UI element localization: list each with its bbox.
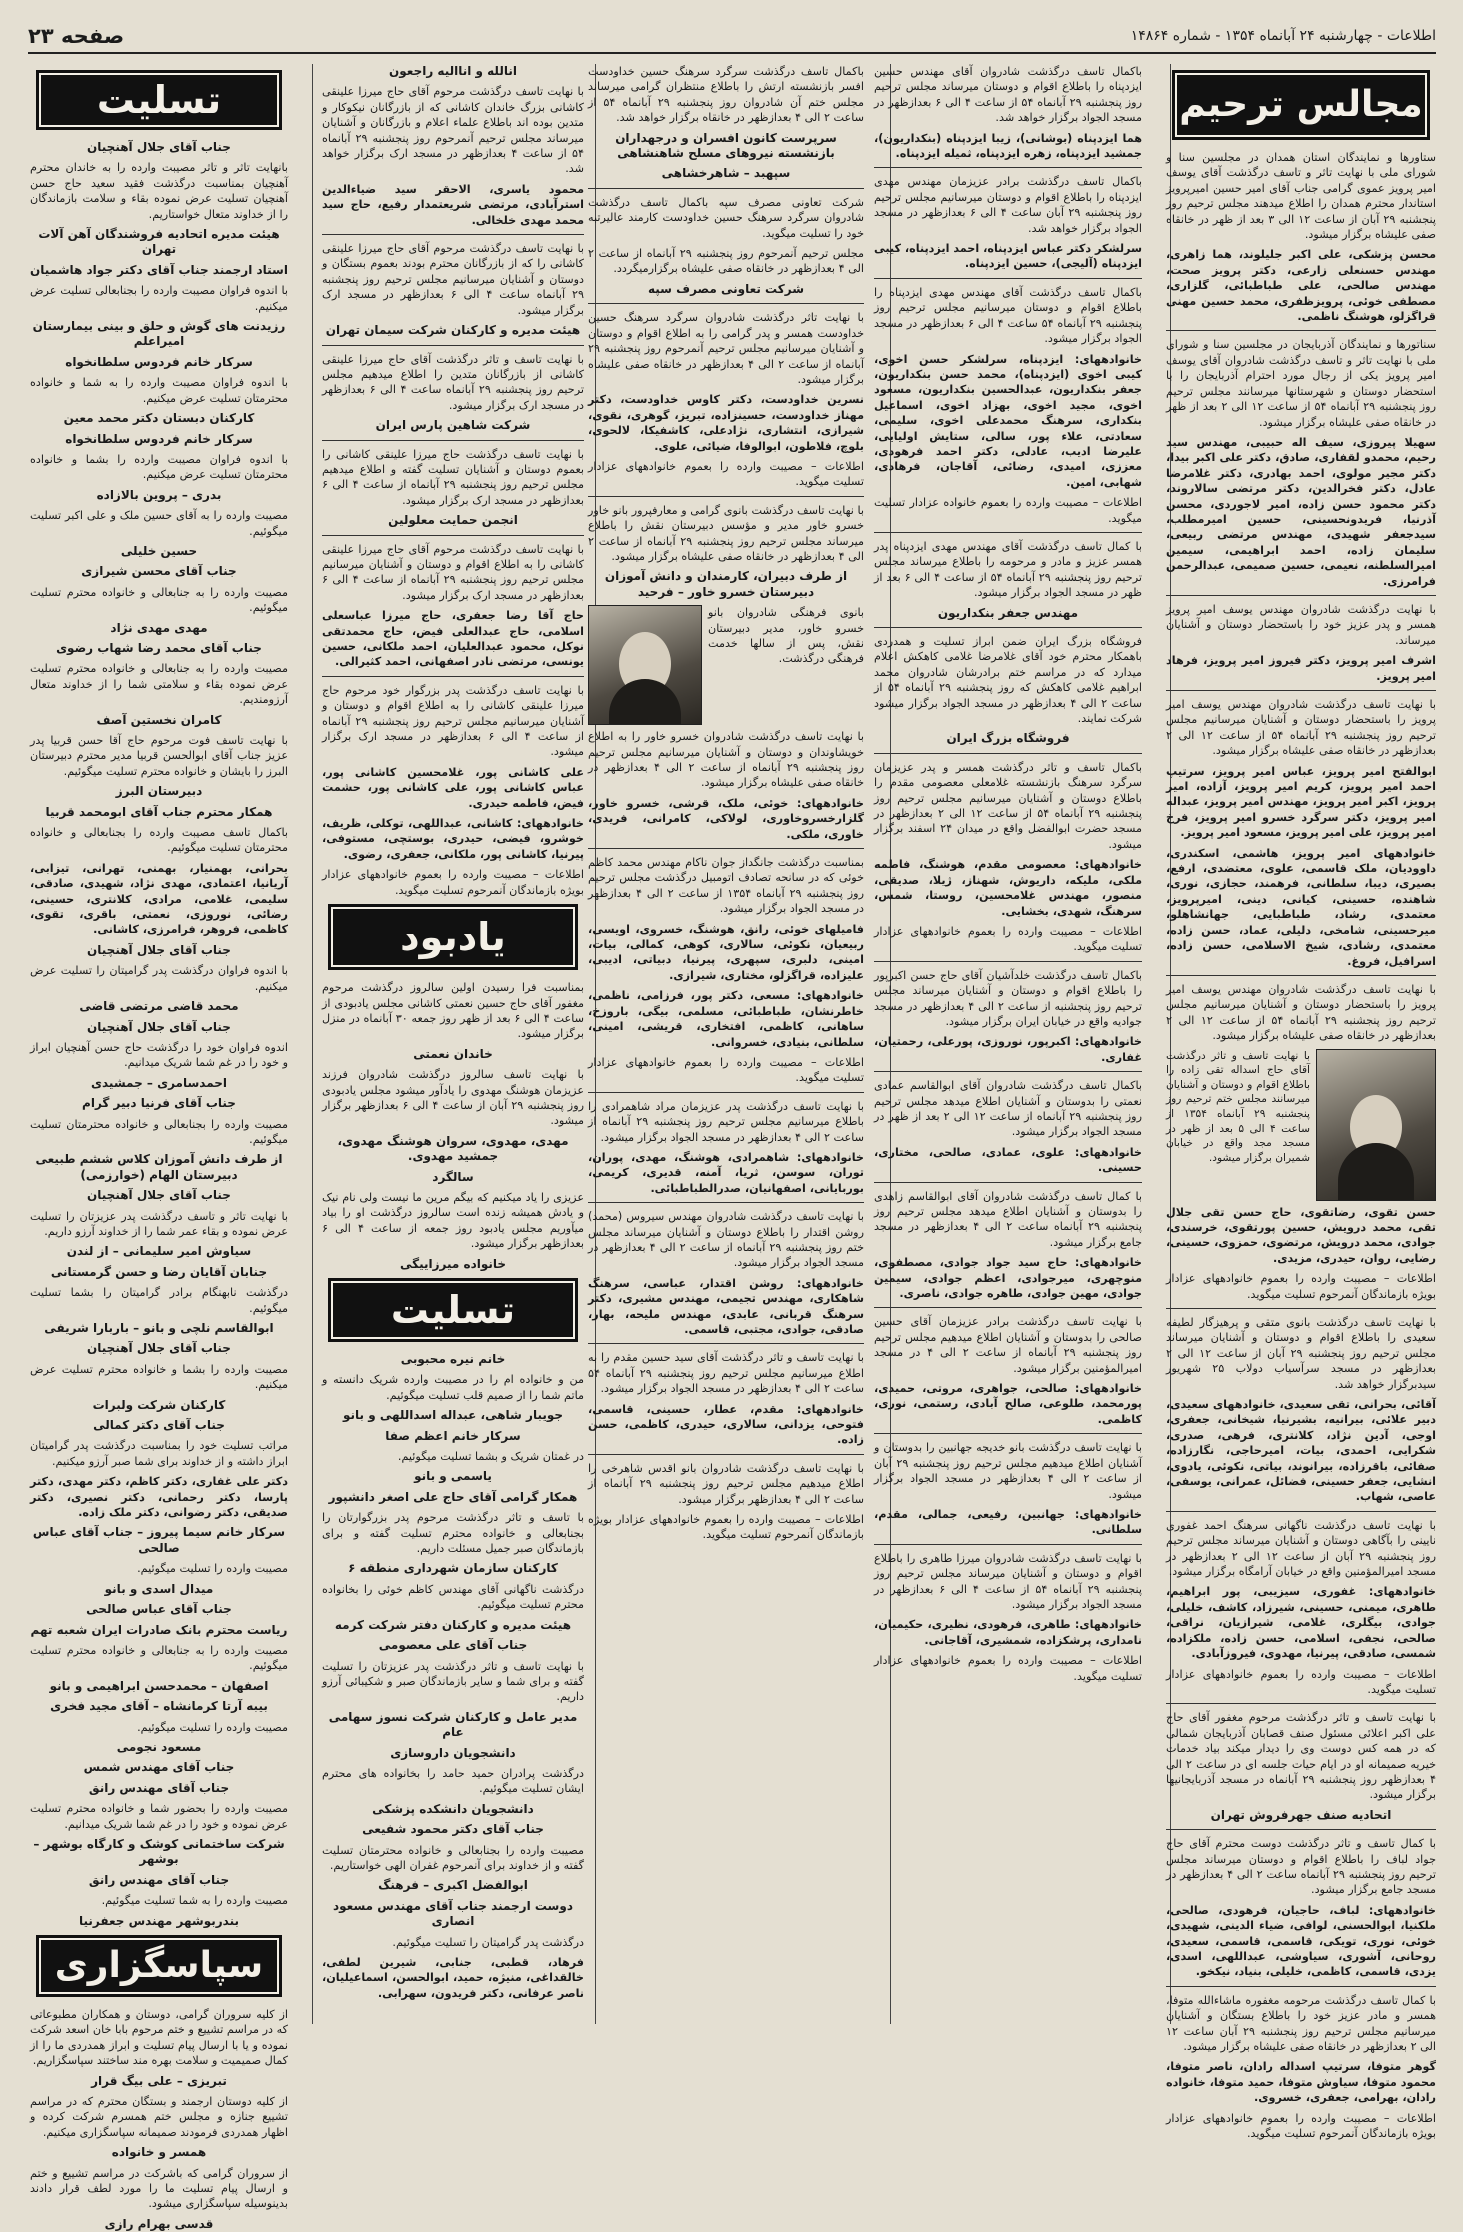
condolence-text: بانهایت تاثر و تاثر مصیبت وارده را به خاندان محترم آهنچیان بمناسبت درگذشت فقید سعید حاج حسن آهنچیان تسلیت عرض نموده بقاء و سلامت بازماندگان را از خداوند متعال خواستاریم. — [30, 161, 288, 221]
notice-text: با نهایت تاسف و تاثر درگذشت آقای حاج میرزا علینقی کاشانی از بازرگانان متدین را اطلاع میدهیم مجلس ترحیم روز پنجشنبه ۲۹ آبانماه ساعت ۴ الی ۶ بعدازظهر در مسجد ارک برگزار میشود. — [322, 352, 584, 412]
signatories: خانوادههای: شاهمرادی، هوشنگ، مهدی، پوران، توران، سوسن، ثریا، آمنه، قدیری، کریمی، بوربایانی، اصفهانیان، صدرالطباطبائی. — [588, 1150, 864, 1195]
notice-text: با نهایت تاسف درگذشت حاج میرزا علینقی کاشانی را بعموم دوستان و آشنایان تسلیت گفته و اطلاع میدهیم مجلس ترحیم روز پنجشنبه ۲۹ آبانماه از ساعت ۴ الی ۶ بعدازظهر در مسجد ارک برگزار میشود. — [322, 447, 584, 507]
notice-text: با نهایت تاسف درگذشت پدر بزرگوار خود مرحوم حاج میرزا علینقی کاشانی را به اطلاع اقوام و دوستان و آشنایان میرسانیم مجلس ترحیم روز پنجشنبه ۲۹ آبانماه از ساعت ۴ الی ۶ بعدازظهر در مسجد ارک برگزار میشود. — [322, 683, 584, 759]
notice-text: با نهایت تاسف درگذشت شادروان مهندس یوسف امیر پرویز را باستحضار دوستان و آشنایان میرسانیم مجلس ترحیم روز پنجشنبه ۲۹ آبانماه ۵۴ از ساعت ۱۲ الی ۲ بعدازظهر در خانقاه صفی علیشاه برگزار میشود. — [1166, 982, 1436, 1043]
signatory-org: دانشجویان دانشکده پزشکی — [372, 1801, 534, 1816]
signatories: خانوادههای: علوی، عمادی، صالحی، مختاری، حسینی. — [874, 1145, 1142, 1175]
condolence-text: مصیبت وارده را به آقای حسین ملک و علی اکبر تسلیت میگوئیم. — [30, 509, 288, 538]
notice-text: با نهایت تاسف درگذشت شادروان مهندس یوسف امیر پرویز را باستحضار دوستان و آشنایان میرسانیم مجلس ترحیم روز پنجشنبه ۲۹ آبانماه ۵۴ از ساعت ۱۲ الی ۲ بعدازظهر در خانقاه صفی علیشاه برگزار میشود. — [1166, 698, 1436, 758]
signatories: دکتر علی غفاری، دکتر کاظم، دکتر مهدی، دکتر پارسا، دکتر رحمانی، دکتر نصیری، دکتر صدیقی، دکتر رضوانی، دکتر ملک زاده. — [30, 1475, 288, 1520]
condolence-text: مصیبت وارده را به جنابعالی و خانواده محترم تسلیت عرض نموده بقاء و سلامتی شما را از خداوند متعال آرزومندیم. — [30, 662, 288, 707]
signatory: سپهبد – شاهرخشاهی — [661, 166, 791, 181]
condolence-text: درگذشت نابهنگام برادر گرامیتان را بشما تسلیت میگوئیم. — [30, 1286, 288, 1315]
addressee: جناب آقای جلال آهنچیان — [87, 942, 231, 957]
addressee: جنابان آقایان رضا و حسن گرمستانی — [50, 1264, 268, 1279]
verse-heading: انالله و اناالیه راجعون — [389, 64, 517, 78]
signatory: ابوالفضل اکبری – فرهنگ — [378, 1878, 528, 1893]
portrait-photo-man — [1316, 1049, 1436, 1201]
notice-text: با نهایت تاسف درگذشت برادر عزیزمان آقای حسین صالحی را بدوستان و آشنایان اطلاع میدهیم مجلس ترحیم روز پنجشنبه ۲۹ آبانماه از ساعت ۲ الی ۴ در مسجد امیرالمؤمنین برگزار میشود. — [874, 1315, 1142, 1375]
signatories: مهدی، مهدوی، سروان هوشنگ مهدوی، جمشید مهدوی. — [337, 1133, 569, 1164]
notice-text: با نهایت تاسف درگذشت شادروان میرزا طاهری را باطلاع اقوام و دوستان و آشنایان میرساند مجلس ترحیم روز پنجشنبه ۲۹ آبانماه ۵۴ از ساعت ۴ الی ۶ بعدازظهر در مسجد الجواد برگزار میشود. — [874, 1551, 1142, 1611]
signatory-org: کارکنان دبستان دکتر محمد معین — [63, 411, 255, 426]
signatory-org: انجمن حمایت معلولین — [388, 513, 518, 528]
signatory: بدری – پروین بالازاده — [96, 487, 222, 502]
signatory: ابوالقاسم نلچی و بانو – باربارا شریفی — [44, 1321, 274, 1335]
addressee: ریاست محترم بانک صادرات ایران شعبه تهم — [30, 1622, 288, 1637]
signatory: اصفهان – محمدحسن ابراهیمی و بانو — [49, 1678, 269, 1693]
condolence-text: باکمال تاسف مصیبت وارده را بجنابعالی و خانواده محترمتان تسلیت میگوئیم. — [30, 826, 288, 855]
signatory-org: کارکنان شرکت ولبرات — [92, 1397, 226, 1412]
condolence-note: اطلاعات – مصیبت وارده را بعموم خانواده عزادار تسلیت میگوید. — [874, 496, 1142, 525]
signatories: محسن پزشکی، علی اکبر جلیلوند، هما زاهری، مهندس حسنعلی زارعی، دکتر پرویز صحت، مهندس صالحی، علی طباطبائی، گلزاری، مصطفی خوئی، پرویزظفری، محمد حسین مهنی قراگزلو، هوشنگ ناظمی. — [1166, 248, 1436, 324]
notice-text: با کمال تاسف درگذشت آقای مهندس مهدی ایزدپناه پدر همسر عزیز و مادر و مرحومه را باطلاع میرساند مجلس ترحیم روز پنجشنبه ۲۹ آبانماه ۵۴ از ساعت ۴ الی ۶ بعد از ظهر در مسجد الجواد برگزار میشود. — [874, 539, 1142, 600]
condolence-note: اطلاعات – مصیبت وارده را بعموم خانوادههای عزادار بویژه بازماندگان آنمرحوم تسلیت میگوید. — [588, 1513, 864, 1542]
signatories: هما ایزدپناه (بوشانی)، زیبا ایزدپناه (بنکداریون)، جمشید ایزدپناه، زهره ایزدپناه، ثمیله ایزدپناه. — [874, 131, 1142, 161]
signatories: خانوادههای: روشن اقتدار، عباسی، سرهنگ شاهکاری، مهندس تجیمی، مهندس مشیری، دکتر سرهنگ قربانی، عابدی، مهندس ملیحه، بهار، صادقی، جوادی، مجتبی، قاسمی. — [588, 1276, 864, 1336]
notice-text: باکمال تاسف درگذشت شادروان آقای ابوالقاسم عمادی نعمتی را بدوستان و آشنایان اطلاع میدهد مجلس ترحیم روز پنجشنبه ۲۹ آبانماه از ساعت ۱۲ الی ۲ بعد از ظهر در مسجد الجواد برگزار میشود. — [874, 1079, 1142, 1139]
addressee: سرکار خانم فردوس سلطانخواه — [65, 354, 253, 369]
signatories: حسن تقوی، رضاتقوی، حاج حسن تقی جلال تقی، محمد درویش، حسین پورتقوی، خرسندی، جوادی، محمد درویش، مرتضوی، حمزوی، حسینی، رضایی، روان، حیدری، مزیدی. — [1166, 1205, 1436, 1265]
thanks-text: از کلیه سروران گرامی، دوستان و همکاران مطبوعاتی که در مراسم تشییع و ختم مرحوم بابا خان اسعد شرکت نموده و یا با ارسال پیام تسلیت و ابراز همدردی ما را از کمال صمیمیت و سلامت بهره مند ساختند سپاسگزاریم. — [30, 2008, 288, 2068]
notice-text: با نهایت تاسف درگذشت بانوی متقی و پرهیزگار لطیفه سعیدی را باطلاع اقوام و دوستان و آشنایان میرساند مجلس ترحیم روز پنجشنبه ۲۹ آبان از ساعت ۱۲ الی ۲ بعدازظهر در مسجد سرآسیاب دولاب ۲۵ شهریور سیدبرگزار خواهد شد. — [1166, 1315, 1436, 1391]
photo-caption: با نهایت تاسف و تاثر درگذشت آقای حاج اسداله تقی زاده را باطلاع اقوام و دوستان و آشنایان میرسانند مجلس ختم ترحیم روز پنجشنبه ۲۹ آبانماه ۱۳۵۴ از ساعت ۴ الی ۵ بعد از ظهر در مسجد مجد واقع در خیابان شمیران برگزار میشود. — [1166, 1049, 1310, 1164]
signatory: سیاوش امیر سلیمانی – از لندن — [66, 1244, 252, 1259]
condolence-text: درگذشت ناگهانی آقای مهندس کاظم خوئی را بخانواده محترم تسلیت میگوئیم. — [322, 1582, 584, 1612]
condolence-text: با تاسف و تاثر درگذشت مرحوم پدر بزرگوارتان را بجنابعالی و خانواده محترم تسلیت گفته و برای بازماندگان صبر جمیل مسئلت داریم. — [322, 1511, 584, 1556]
condolence-text: مصیبت وارده را بحضور شما و خانواده محترم تسلیت عرض نموده و خود را در غم شما شریک میدانیم. — [30, 1802, 288, 1831]
condolence-text: مصیبت وارده را تسلیت میگوئیم. — [137, 1562, 288, 1576]
signatories: خانوادههای: جهانبین، رفیعی، جمالی، مقدم، سلطانی. — [874, 1507, 1142, 1537]
addressee: استاد ارجمند جناب آقای دکتر جواد هاشمیان — [30, 262, 288, 277]
addressee: جناب آقای دکتر کمالی — [93, 1418, 225, 1433]
condolence-note: اطلاعات – مصیبت وارده را بعموم خانوادههای عزادار تسلیت میگوید. — [874, 924, 1142, 954]
notice-text: عزیزی را یاد میکنیم که بیگم مرین ما نیست ولی نام نیک و یادش همیشه زنده است سالروز درگذشت او را بیاد میآوریم مجلس یادبود روز جمعه از ساعت ۴ الی ۶ بعدازظهر برگزار میشود. — [322, 1190, 584, 1251]
condolence-text: با اندوه فراوان مصیبت وارده را بشما و خانواده محترمتان تسلیت عرض میکنیم. — [30, 452, 288, 482]
addressee: جناب آقای مهندس رانق — [88, 1780, 230, 1795]
notice-text: باکمال تاسف درگذشت سرگرد سرهنگ حسین خداودست افسر بازنشسته ارتش را باطلاع منتظران گرامی میرساند مجلس ختم آن شادروان روز پنجشنبه ۲۹ آبانماه ۵۴ از ساعت ۲ الی ۴ بعدازظهر در خانقاه برگزار خواهد شد. — [588, 65, 864, 125]
condolence-text: مصیبت وارده را بجنابعالی و خانواده محترمتان تسلیت گفته و از خداوند برای آنمرحوم غفران الهی خواستاریم. — [322, 1843, 584, 1872]
condolence-note: اطلاعات – مصیبت وارده را بعموم خانوادههای عزادار تسلیت میگوید. — [588, 1055, 864, 1085]
addressee: جناب آقای جلال آهنچیان — [87, 1019, 231, 1034]
signatory-org: شرکت تعاونی مصرف سپه — [647, 281, 804, 296]
newspaper-page — [28, 20, 1436, 2231]
addressee: سرکار خانم فردوس سلطانخواه — [65, 431, 253, 446]
signatories: خانوادههای: غفوری، سیزیبی، پور ابراهیم، طاهری، میمنی، حسینی، شیرزاد، کاشف، خلیلی، جوادی، بیگلری، غلامی، شیرازیان، نراقی، صالحی، نجفی، اسلامی، حسن زاده، ملکزاده، شمسی، صادقی، پیرنیا، مهدوی، فیروزآبادی. — [1166, 1585, 1436, 1661]
notice-text: باکمال تاسف درگذشت خلدآشیان آقای حاج حسن اکبرپور را باطلاع اقوام و دوستان و آشنایان میرساند مجلس ترحیم روز پنجشنبه از ساعت ۲ الی ۴ بعدازظهر در مسجد جوادیه واقع در خیابان ایران برگزار میشود. — [874, 968, 1142, 1028]
thanks-text: از کلیه دوستان ارجمند و بستگان محترم که در مراسم تشییع جنازه و مجلس ختم همسرم شرکت کرده و اظهار همدردی فرمودند صمیمانه سپاسگزاری میکنیم. — [30, 2095, 288, 2139]
section-heading: سالگرد — [432, 1169, 474, 1184]
thanks-text: از سروران گرامی که باشرکت در مراسم تشییع و ختم و ارسال پیام تسلیت ما را مورد لطف قرار دادند بدینوسیله سپاسگزاری میشود. — [30, 2166, 288, 2211]
notice-text: باکمال تاسف درگذشت شادروان آقای مهندس حسین ایزدپناه را باطلاع اقوام و دوستان میرساند مجلس ترحیم روز پنجشنبه ۲۹ آبانماه ۵۴ از ساعت ۴ الی ۶ بعدازظهر در مسجد الجواد برگزار خواهد شد. — [874, 65, 1142, 125]
signatory-org: اتحادیه صنف جهرفروش تهران — [1210, 1807, 1392, 1822]
signatory: تبریزی – علی بیگ قرار — [91, 2073, 227, 2088]
signatory: کامران نخستین آصف — [96, 712, 222, 727]
signatory-org: شرکت ساختمانی کوشک و کارگاه بوشهر – بوشهر — [33, 1836, 285, 1867]
addressee: جناب آقای مهندس رانق — [88, 1872, 230, 1887]
addressee: جناب آقای مهندس شمس — [83, 1760, 235, 1775]
notice-text: بمناسبت درگذشت جانگداز جوان ناکام مهندس محمد کاظم خوئی که در سانحه تصادف اتومبیل درگذشت مجلس ترحیم روز پنجشنبه ۲۹ آبانماه ۱۳۵۴ از ساعت ۲ الی ۴ بعدازظهر در مسجد الجواد برگزار میشود. — [588, 856, 864, 916]
signatory: جویبار شاهی، عبداله اسداللهی و بانو — [342, 1408, 564, 1423]
signatories: خانوادههای: کاشانی، عبداللهی، توکلی، ظریف، خوشرو، فیضی، حیدری، بوستچی، مستوفی، پیرنیا، کاشانی پور، ملکانی، جعفری، رضوی. — [322, 817, 584, 861]
notice-text: با نهایت تاسف درگذشت مرحوم آقای حاج میرزا علینقی کاشانی را که از بازرگانان محترم بودند بعموم بستگان و دوستان و آشنایان میرسانیم مجلس ترحیم روز پنجشنبه ۲۹ آبانماه ساعت ۴ الی ۶ بعدازظهر در مسجد ارک برگزار میشود. — [322, 242, 584, 317]
condolence-text: با نهایت تاسف و تاثر درگذشت پدر عزیزتان را تسلیت گفته و برای شما و سایر بازماندگان صبر و شکیبائی آرزو داریم. — [322, 1659, 584, 1704]
notice-text: باکمال تاسف و تاثر درگذشت همسر و پدر عزیزمان سرگرد سرهنگ بازنشسته غلامعلی معصومی مقدم را باطلاع دوستان و آشنایان میرسانیم مجلس ترحیم روز پنجشنبه ۲۹ آبانماه ۵۴ از ساعت ۱۲ الی ۲ بعدازظهر در مسجد حضرت ابوالفضل واقع در میدان ۲۴ اسفند برگزار میشود. — [874, 760, 1143, 851]
banner-taslit-1: تسلیت — [36, 70, 282, 130]
signatories: خانوادههای: معصومی مقدم، هوشنگ، فاطمه ملکی، ملیکه، داریوش، شهناز، ژیلا، صدیقی، منصور، مهندس غلامحسین، روستا، شمس، سرهنگ، شهدی، بخشایی. — [874, 858, 1142, 918]
signatory: احمدسامری – جمشیدی — [90, 1075, 228, 1090]
condolence-text: با نهایت تاسف فوت مرحوم حاج آقا حسن قربیا پدر عزیز جناب آقای ابوالحسن قربیا مدیر محترم دبیرستان البرز را بایشان و خانواده محترم تسلیت میگوئیم. — [30, 734, 288, 778]
notice-text: ستاورها و نمایندگان استان همدان در مجلسین سنا و شورای ملی با نهایت تاثر و تاسف درگذشت آقای یوسف امیر پرویز عموی گرامی جناب آقای امیر حسین امیرپرویز استاندار محترم همدان را اطلاع میدهند مجلس ترحیم روز پنجشنبه ۲۹ آبان از ساعت ۱۲ الی ۳ بعد از ظهر در خانقاه صفی علیشاه برگزار میشود. — [1166, 151, 1436, 242]
addressee: جناب آقای محمد رضا شهاب رضوی — [56, 640, 262, 655]
condolence-text: با اندوه فراوان مصیبت وارده را به شما و خانواده محترمتان تسلیت عرض میکنیم. — [30, 376, 288, 405]
notice-text: با نهایت درگذشت شادروان مهندس یوسف امیر پرویز همسر و پدر عزیز خود را باستحضار دوستان و آشنایان میرساند. — [1166, 602, 1436, 647]
notice-text: با کمال تاسف درگذشت شادروان آقای ابوالقاسم زاهدی را بدوستان و آشنایان اطلاع میدهد مجلس ترحیم روز پنجشنبه ۲۹ آبانماه ساعت ۲ الی ۴ بعدازظهر در مسجد جامع برگزار میشود. — [874, 1189, 1142, 1249]
masthead-line: اطلاعات - چهارشنبه ۲۴ آبانماه ۱۳۵۴ - شماره ۱۴۸۶۴ — [1130, 28, 1436, 44]
photo-caption: بانوی فرهنگی شادروان بانو خسرو خاور، مدیر دبیرستان نقش، پس از سالها خدمت فرهنگی درگذشت. — [708, 606, 864, 666]
notice-text: با نهایت تاثر درگذشت شادروان سرگرد سرهنگ حسین خداودست همسر و پدر گرامی را به اطلاع اقوام و دوستان و آشنایان میرسانیم مجلس ترحیم آنمرحوم روز پنجشنبه ۲۹ آبانماه از ساعت ۲ الی ۴ بعدازظهر در خانقاه صفی علیشاه برگزار میشود. — [588, 311, 864, 386]
signatories: خانوادههای: صالحی، جواهری، مروتی، حمیدی، پورمحمد، طلوعی، صالح آبادی، رستمی، نوری، کاظمی. — [874, 1382, 1142, 1426]
condolence-text: مصیبت وارده را به جنابعالی و خانواده محترم تسلیت میگوئیم. — [30, 585, 288, 615]
condolence-text: در غمتان شریک و بشما تسلیت میگوئیم. — [397, 1450, 584, 1464]
notice-text: سناتورها و نمایندگان آذربایجان در مجلسین سنا و شورای ملی با نهایت تاثر و تاسف درگذشت شادروان آقای یوسف امیر پرویز یکی از رجال مورد احترام آذربایجان را با استحضار دوستان و شهرستانها میرسانند مجلس ترحیم روز پنجشنبه ۲۹ آبانماه ۵۴ از ساعت ۱۲ الی ۲ بعد از ظهر در خانقاه صفی علیشاه برگزار میشود. — [1166, 338, 1436, 429]
signatory: یاسمی و بانو — [414, 1469, 492, 1484]
condolence-text: با اندوه فراوان درگذشت پدر گرامیتان را تسلیت عرض میکنیم. — [30, 964, 288, 993]
signatory: قدسی بهرام رازی — [104, 2216, 214, 2231]
condolence-text: مصیبت وارده را به جنابعالی و خانواده محترم تسلیت میگوئیم. — [30, 1643, 288, 1673]
banner-majales-tarhim: مجالس ترحیم — [1172, 70, 1430, 140]
addressee: دوست ارجمند جناب آقای مهندس مسعود انصاری — [333, 1898, 573, 1929]
signatories: خانوادههای: حاج سید جواد جوادی، مصطفوی، منوچهری، میرجوادی، اعظم جوادی، سیمین جوادی، مهین جوادی، طاهره جوادی، ناصری. — [874, 1256, 1142, 1301]
addressee: جناب آقای محسن شیرازی — [81, 564, 237, 579]
banner-taslit-2: تسلیت — [328, 1278, 578, 1342]
signatory: مهدی مهدی نژاد — [110, 620, 208, 635]
signatory-org: مدیر عامل و کارکنان شرکت نسوز سهامی عام — [328, 1709, 578, 1740]
notice-text: با کمال تاسف درگذشت مرحومه مغفوره ماشاءالله متوفا، همسر و مادر عزیز خود را باطلاع بستگان و آشنایان میرسانیم مجلس ترحیم روز پنجشنبه ۲۹ آبان ساعت ۱۲ الی ۲ بعدازظهر در خانقاه صفی علیشاه برگزار میشود. — [1166, 1993, 1436, 2054]
notice-text: باکمال تاسف درگذشت آقای مهندس مهدی ایزدپناه را باطلاع اقوام و دوستان میرسانیم مجلس ترحیم روز پنجشنبه ۲۹ آبانماه ۵۴ ساعت ۴ الی ۶ بعدازظهر در مسجد الجواد برگزار میشود. — [874, 285, 1142, 346]
signatories: نسرین خداودست، دکتر کاوس خداودست، دکتر مهناز خداودست، حسینزاده، تبریز، گوهری، نقوی، شیرازی، انتشاری، نژادعلی، کاشفیکا، لالحوی، بلوچ، فلاطون، ابوالوفا، ضیائی، علوی. — [588, 393, 864, 453]
notice-text: با نهایت تاسف درگذشت مرحوم آقای حاج میرزا علینقی کاشانی را به اطلاع اقوام و دوستان و آشنایان میرسانیم مجلس ترحیم روز پنجشنبه ۲۹ آبانماه از ساعت ۴ الی ۶ بعدازظهر در مسجد ارک برگزار میشود. — [322, 542, 584, 602]
signatories: خانوادههای: مسعی، دکتر پور، فرزامی، ناظمی، خاطرنشان، طباطبائی، مسلمی، بیگی، باروزخ، ساهانی، کاظمی، افتخاری، قریشی، امینی، سلطانی، بنیادی، خسروانی. — [588, 989, 864, 1049]
page-header — [28, 20, 1436, 54]
signatory: مهندس جعفر بنکداریون — [937, 605, 1079, 620]
column-4 — [322, 64, 584, 2024]
signatories: ابوالفتح امیر پرویز، عباس امیر پرویز، سرتیپ احمد امیر پرویز، کریم امیر پرویز، آزاده، امیر پرویز، اکبر امیر پرویز، مهندس امیر پرویز، عبداله امیر پرویز، دکتر سرگرد خسرو امیر پرویز، فرخ امیر پرویز، علی امیر پرویز، مسعود امیر پرویز. — [1166, 764, 1436, 840]
signatory: خاندان نعمتی — [413, 1046, 493, 1061]
signatory-org: از طرف دبیران، کارمندان و دانش آموزان دبیرستان خسرو خاور – فرحید — [604, 569, 848, 599]
signatories: علی کاشانی پور، غلامحسین کاشانی پور، عباس کاشانی پور، علی کاشانی پور، حشمت فیض، فاطمه حیدری. — [322, 765, 584, 810]
signatories: آقائی، بحرانی، تقی سعیدی، خانوادههای سعیدی، دبیر علائی، بیرانیه، بشیرنیا، شیخانی، جعفری، اوجی، آدین نژاد، کلانتری، فرهی، صدری، شکرایی، احمدی، بیات، امیرحاجی، نگارزاده، صفائی، باقرزاده، بیرانوند، بیاتی، نکوئی، یادوی، انشایی، جعفر حسینی، فضائل، عمرانی، یوسفی، عاصی، شهاب. — [1166, 1398, 1436, 1504]
signatory: میدال اسدی و بانو — [104, 1581, 214, 1596]
signatories: خانوادههای: لباف، حاجیان، فرهودی، صالحی، ملکنیا، ابوالحسنی، لوافی، ضیاء الدینی، شهیدی، خوئی، نوری، تویکی، قاسمی، قاسمی، سعیدی، روحانی، آشوری، سیاوشی، عبداللهی، اسدی، یزدی، قاسمی، کاظمی، خلیلی، بنیاد، نیکخو. — [1166, 1903, 1436, 1979]
signatories: اشرف امیر پرویز، دکتر فیروز امیر پرویز، فرهاد امیر پرویز. — [1166, 654, 1436, 683]
condolence-note: اطلاعات – مصیبت وارده را بعموم خانوادههای عزادار تسلیت میگوید. — [874, 1654, 1142, 1683]
column-3 — [588, 64, 864, 2024]
addressee: جناب آقای فرنیا دبیر گرام — [82, 1096, 236, 1111]
addressee: جناب آقای جلال آهنچیان — [87, 140, 231, 154]
addressee: همکار گرامی آقای حاج علی اصغر دانشپور — [328, 1489, 578, 1504]
signatory: حسین خلیلی — [120, 543, 198, 558]
signatories: سهیلا پیروزی، سیف اله حبیبی، مهندس سید رحیم، محمدو لقفاری، صادق، دکتر علی اکبر بیدا، دکتر مجیر مولوی، احمد بهادری، دکتر غلامرضا عادل، دکتر فخرالدین، دکتر مرتضی سالاروند، دکتر محمود حسن زاده، امیر لاجوردی، محسن آذرنیا، فریدونحسینی، حسین امیرمطلب، سیدجعفر شهیدی، مهندس مرتضی ربیعی، سلیمان زاده، احمد ابراهیمی، سیمین امیرالسلطنه، نعیمی، حسین صمیمی، عبدالرحمن فرامرزی. — [1166, 435, 1436, 588]
addressee: جناب آقای دکتر محمود شفیعی — [362, 1822, 544, 1837]
condolence-text: مصیبت وارده را به شما تسلیت میگوئیم. — [101, 1894, 288, 1908]
addressee: همکار محترم جناب آقای ابومحمد قربیا — [45, 804, 273, 819]
column-1 — [1166, 64, 1436, 2141]
notice-text: با نهایت تاسف و تاثر درگذشت مرحوم مغفور آقای حاج علی اکبر اعلائی مسئول صنف قصابان آذربایجان شمالی که در همه کس دوست وی را دیدار میکند بیاد خدمات خیریه صمیمانه او در ایام حیات جلسه ای در ساعت ۲ الی ۴ بعدازظهر روز پنجشنبه ۲۹ آبانماه در مسجد آذربایجانیها برگزار میشود. — [1166, 1711, 1436, 1802]
column-5 — [30, 64, 288, 2231]
signatory-org: شرکت شاهین پارس ایران — [375, 418, 531, 433]
condolence-note: اطلاعات – مصیبت وارده را بعموم خانوادههای عزادار تسلیت میگوید. — [1166, 1667, 1436, 1696]
signatory: خانواده میرزاییگی — [399, 1256, 507, 1271]
signatories: خانوادههای: اکبرپور، نوروزی، پورعلی، رحمتیان، غفاری. — [874, 1035, 1142, 1064]
signatory: همسر و خانواده — [111, 2145, 207, 2160]
condolence-text: با اندوه فراوان مصیبت وارده را بجنابعالی تسلیت عرض میکنیم. — [30, 284, 288, 313]
notice-text: باکمال تاسف درگذشت برادر عزیزمان مهندس مهدی ایزدپناه را باطلاع اقوام و دوستان میرسانیم مجلس ترحیم روز پنجشنبه ۲۹ آبان ساعت ۴ الی ۶ بعدازظهر در مسجد الجواد برگزار خواهد شد. — [874, 175, 1142, 235]
notice-text: با نهایت تاسف درگذشت مرحوم آقای حاج میرزا علینقی کاشانی بزرگ خاندان کاشانی که از بازرگانان نیکوکار و متدین بوده اند باطلاع علماء اعلام و بازرگانان و آشنایان میرساند مجلس ترحیم آنمرحوم روز پنجشنبه ۲۹ آبانماه ۵۴ از ساعت ۴ بعدازظهر در مسجد ارک برگزار خواهد شد. — [322, 85, 585, 176]
addressee: خانم نیره محبوبی — [400, 1352, 506, 1366]
signatory-org: هیئت مدیره و کارکنان شرکت سیمان تهران — [325, 323, 581, 338]
condolence-text: اندوه فراوان خود را درگذشت حاج حسن آهنچیان ابراز و خود را در غم شما شریک میدانیم. — [30, 1040, 288, 1070]
signatory: مسعود نجومی — [116, 1739, 202, 1754]
condolence-text: مصیبت وارده را بشما و خانواده محترم تسلیت عرض میکنیم. — [30, 1362, 288, 1392]
signatories: گوهر متوفا، سرتیپ اسداله رادان، ناصر متوفا، محمود متوفا، سیاوش متوفا، حمید متوفا، خانواده رادان، بهرامی، جعفری، خسروی. — [1166, 2060, 1436, 2105]
condolence-text: درگذشت پدر گرامیتان را تسلیت میگوئیم. — [392, 1935, 584, 1949]
notice-text: با نهایت تاسف سالروز درگذشت شادروان فرزند عزیزمان هوشنگ مهدوی را یادآور میشود مجلس یادبودی روز پنجشنبه ۲۹ آبان از ساعت ۴ الی ۶ بعدازظهر برگزار میشود. — [322, 1068, 584, 1128]
signatories: خانوادههای امیر پرویز، هاشمی، اسکندری، داوودیان، ملک قاسمی، علوی، معتضدی، ارفع، بصیری، دیبا، سلطانی، فرهمند، حجازی، نوری، شاهنده، حسینی، کیانی، دینی، امیرپرویز، معتمدی، رشاد، طباطبایی، جهانشاهلو، میرحسینی، شامخی، دلیلی، عماد، حسن زاده، معتمدی، رشادی، شیخ الاسلامی، حسن زاده، اسرافیل، فروغ. — [1166, 846, 1436, 968]
addressee: بیبه آرتا کرمانشاه – آقای مجید فخری — [50, 1699, 268, 1714]
banner-sepasgozari: سپاسگزاری — [36, 1935, 282, 1997]
portrait-photo-woman — [588, 605, 702, 725]
signatory-org: دبیرستان البرز — [115, 784, 203, 799]
addressee: جناب آقای علی معصومی — [378, 1638, 528, 1653]
signatories: خانوادههای: مقدم، عطار، حسینی، قاسمی، فتوحی، یزدانی، سالاری، حیدری، کاظمی، حسن زاده. — [588, 1402, 864, 1447]
signatory-org: رزیدنت های گوش و حلق و بینی بیمارستان امیراعلم — [32, 319, 286, 349]
condolence-text: من و خانواده ام را در مصیبت وارده شریک دانسته و ماتم شما را از صمیم قلب تسلیت میگوئیم. — [322, 1373, 584, 1402]
signatories: خانوادههای: خوئی، ملک، قرشی، خسرو خاور، گلزارخسروخاوری، لولاکی، کامرانی، فریدی، خاوری، ملکی. — [588, 796, 864, 841]
signatory: بندربوشهر مهندس جعفرنیا — [79, 1913, 239, 1928]
signatory-org: کارکنان سازمان شهرداری منطقه ۶ — [348, 1561, 558, 1576]
signatories: حاج آقا رضا جعفری، حاج میرزا عباسعلی اسلامی، حاج عبدالعلی فیض، حاج محمدتقی نوکل، محمود عبدالعلیان، احمد ملکانی، حسین یونسی، مرتضی نادر اصفهانی، احمد کثیرالی. — [322, 609, 584, 669]
notice-text: با نهایت تاسف درگذشت بانوی گرامی و معارفپرور بانو خاور خسرو خاور مدیر و مؤسس دبیرستان نقش را باطلاع میرساند مجلس ترحیم روز پنجشنبه ۲۹ آبانماه از ساعت ۲ الی ۴ بعدازظهر در خانقاه صفی علیشاه برگزار میشود. — [588, 503, 864, 563]
notice-text: فروشگاه بزرگ ایران ضمن ابراز تسلیت و همدردی باهمکار محترم خود آقای غلامرضا غلامی کاهکش اعلام میدارد که در مراسم ختم برادرشان شادروان محمد ابراهیم غلامی کاهکش که روز پنجشنبه ۲۹ آبانماه ۵۴ از ساعت ۲ الی ۴ بعدازظهر در مسجد الجواد برگزار میشود شرکت نمایند. — [874, 635, 1142, 726]
condolence-note: اطلاعات – مصیبت وارده را بعموم خانوادههای عزادار بویژه بازماندگان آنمرحوم تسلیت میگوید. — [1166, 1272, 1436, 1301]
notice-text: شرکت تعاونی مصرف سپه باکمال تاسف درگذشت شادروان سرگرد سرهنگ حسین خداودست کارمند عالیرتبه خود را تسلیت میگوید. — [588, 195, 864, 240]
condolence-note: اطلاعات – مصیبت وارده را بعموم خانوادههای عزادار بویژه بازماندگان آنمرحوم تسلیت میگوید. — [1166, 2111, 1436, 2141]
notice-text: با کمال تاسف و تاثر درگذشت دوست محترم آقای حاج جواد لباف را باطلاع اقوام و دوستان میرساند مجلس ترحیم روز پنجشنبه ۲۹ آبانماه ساعت ۲ الی ۴ بعدازظهر در مسجد جامع برگزار میشود. — [1166, 1837, 1436, 1897]
addressee: سرکار خانم سیما پیروز – جناب آقای عباس صالحی — [32, 1525, 286, 1555]
condolence-text: مصیبت وارده را بجنابعالی و خانواده محترمتان تسلیت میگوئیم. — [30, 1117, 288, 1146]
notice-text: با نهایت تاسف درگذشت پدر عزیزمان مراد شاهمرادی را باطلاع میرسانیم مجلس ترحیم روز پنجشنبه ۲۹ آبانماه از ساعت ۲ الی ۴ بعدازظهر در مسجد الجواد برگزار میشود. — [588, 1099, 864, 1144]
addressee: دانشجویان داروسازی — [390, 1745, 516, 1760]
banner-yadbud: یادبود — [328, 904, 578, 970]
signatories: سرلشکر دکتر عباس ایزدپناه، احمد ایزدپناه، کیبی ایزدپناه (آلیجی)، حسین ایزدپناه. — [874, 242, 1142, 271]
condolence-note: اطلاعات – مصیبت وارده را بعموم خانوادههای عزادار تسلیت میگوید. — [588, 459, 864, 489]
addressee: جناب آقای جلال آهنچیان — [87, 1188, 231, 1203]
signatories: خانوادههای: طاهری، فرهودی، نظیری، حکیمیان، نامداری، پرشکزاده، شمشیری، آقاجانی. — [874, 1618, 1142, 1647]
signatories: خانوادههای: ایزدپناه، سرلشکر حسن اخوی، کیبی اخوی (ایزدپناه)، محمد حسن بنکداریون، جعفر بنکداریون، عبدالحسین بنکداریون، مسعود اخوی، مجید اخوی، بهزاد اخوی، اسماعیل بنکداری، سرهنگ محمدعلی اخوی، سلیمی، سعادتی، علاء پور، سالی، ستایش اولیایی، علیرضا ادیب، عادلی، دکتر احمد فرهودی، معززی، امیدی، رضائی، آقاجان، فرهادی، شهابی، امین. — [874, 352, 1142, 489]
addressee: جناب آقای عباس صالحی — [86, 1602, 232, 1617]
notice-text: با نهایت تاسف درگذشت بانو خدیجه جهانبین را بدوستان و آشنایان اطلاع میدهیم مجلس ترحیم روز پنجشنبه ۲۹ آبان از ساعت ۲ الی ۴ بعدازظهر در مسجد الجواد برگزار میشود. — [874, 1441, 1143, 1501]
condolence-text: درگذشت پرادران حمید حامد را بخانواده های محترم ایشان تسلیت میگوئیم. — [322, 1766, 584, 1796]
signatories: بحرانی، بهمنیار، بهمنی، تهرانی، تیزابی، آریانیا، اعتمادی، مهدی نژاد، شهیدی، صادقی، سلیمی، غلامی، مرادی، کلانتری، حسینی، رضائی، نوروزی، نعمتی، باقری، تقوی، کاظمی، فروهر، فرامرزی، کاشانی. — [30, 861, 288, 937]
notice-text: با نهایت تاسف درگذشت ناگهانی سرهنگ احمد غفوری نایینی را بآگاهی دوستان و آشنایان میرساند مجلس ترحیم روز پنجشنبه ۲۹ آبان از ساعت ۱۲ الی ۲ بعدازظهر در مسجد امیرالمؤمنین واقع در خیابان آرامگاه برگزار میشود. — [1166, 1518, 1436, 1579]
condolence-text: مصیبت وارده را تسلیت میگوئیم. — [137, 1720, 288, 1734]
condolence-note: اطلاعات – مصیبت وارده را بعموم خانوادههای عزادار بویژه بازماندگان آنمرحوم تسلیت میگوید. — [322, 868, 584, 897]
addressee: جناب آقای جلال آهنچیان — [87, 1341, 231, 1356]
signatory: محمد قاضی مرتضی قاضی — [79, 999, 239, 1014]
column-2 — [874, 64, 1142, 2024]
notice-text: بمناسبت فرا رسیدن اولین سالروز درگذشت مرحوم مغفور آقای حاج حسین نعمتی کاشانی مجلس یادبودی از ساعت ۴ الی ۶ بعد از ظهر روز جمعه ۳۰ آبانماه در منزل برگزار میشود. — [322, 981, 584, 1041]
condolence-text: مراتب تسلیت خود را بمناسبت درگذشت پدر گرامیتان ابراز داشته و از خداوند برای شما صبر آرزو میکنیم. — [30, 1439, 288, 1468]
signatory-org: سرپرست کانون افسران و درجهداران بازنشسته نیروهای مسلح شاهنشاهی — [615, 130, 837, 161]
notice-text: مجلس ترحیم آنمرحوم روز پنجشنبه ۲۹ آبانماه از ساعت ۲ الی ۴ بعدازظهر در خانقاه صفی علیشاه برگزارمیگردد. — [588, 247, 864, 276]
page-number: صفحه ۲۳ — [28, 24, 125, 48]
signatories: محمود یاسری، الاحقر سید ضیاءالدین استرآبادی، مرتضی شریعتمدار رفیع، حاج سید محمد مهدی خلخالی. — [322, 182, 584, 227]
notice-text: با نهایت تاسف درگذشت شادروان خسرو خاور را به اطلاع خویشاوندان و دوستان و آشنایان میرسانیم مجلس ترحیم روز پنجشنبه ۲۹ آبانماه از ساعت ۲ الی ۴ بعدازظهر در خانقاه صفی علیشاه برگزار میشود. — [588, 730, 865, 790]
notice-text: با نهایت تاسف درگذشت شادروان مهندس سیروس (محمد) روشن اقتدار را باطلاع دوستان و آشنایان میرساند مجلس ختم روز پنجشنبه ۲۹ آبانماه از ساعت ۲ الی ۴ بعدازظهر در مسجد الجواد برگزار میشود. — [588, 1210, 864, 1270]
signatory-org: هیئت مدیره اتحادیه فروشندگان آهن آلات تهران — [38, 227, 280, 257]
signatory-org: هیئت مدیره و کارکنان دفتر شرکت کرمه — [334, 1617, 572, 1632]
notice-text: با نهایت تاسف درگذشت شادروان بانو اقدس شاهرخی را اطلاع میدهیم مجلس ترحیم روز پنجشنبه ۲۹ آبانماه از ساعت ۲ الی ۴ بعدازظهر برگزار میشود. — [588, 1461, 865, 1506]
signatory-org: فروشگاه بزرگ ایران — [946, 731, 1070, 746]
condolence-text: با نهایت تاثر و تاسف درگذشت پدر عزیزتان را تسلیت عرض نموده و بقاء عمر شما را از خداوند آرزو داریم. — [30, 1209, 288, 1238]
signatory-org: از طرف دانش آموزان کلاس ششم طبیعی دبیرستان الهام (خوارزمی) — [35, 1152, 283, 1182]
addressee: سرکار خانم اعظم صفا — [385, 1428, 521, 1443]
notice-text: با نهایت تاسف و تاثر درگذشت آقای سید حسین مقدم را به اطلاع میرسانیم مجلس ترحیم روز پنجشنبه ۲۹ آبانماه ۵۴ ساعت ۲ الی ۴ بعدازظهر در مسجد الجواد برگزار میشود. — [588, 1351, 864, 1396]
signatories: فامیلهای خوئی، رانق، هوشنگ، خسروی، اویسی، ربیعیان، نکوئی، سالاری، کوهی، کمالی، بیات، امینی، دلبری، سپهری، پیرنیا، دبیاتی، ادیبی، علیزاده، قراگزلو، مختاری، شیرازی. — [588, 922, 864, 982]
signatories: فرهاد، قطبی، جنابی، شیرین لطفی، خالقداغی، منیژه، حمید، ابوالحسن، اسماعیلیان، ناصر عرفانی، دکتر فریدون، سهرابی. — [322, 1956, 584, 2000]
